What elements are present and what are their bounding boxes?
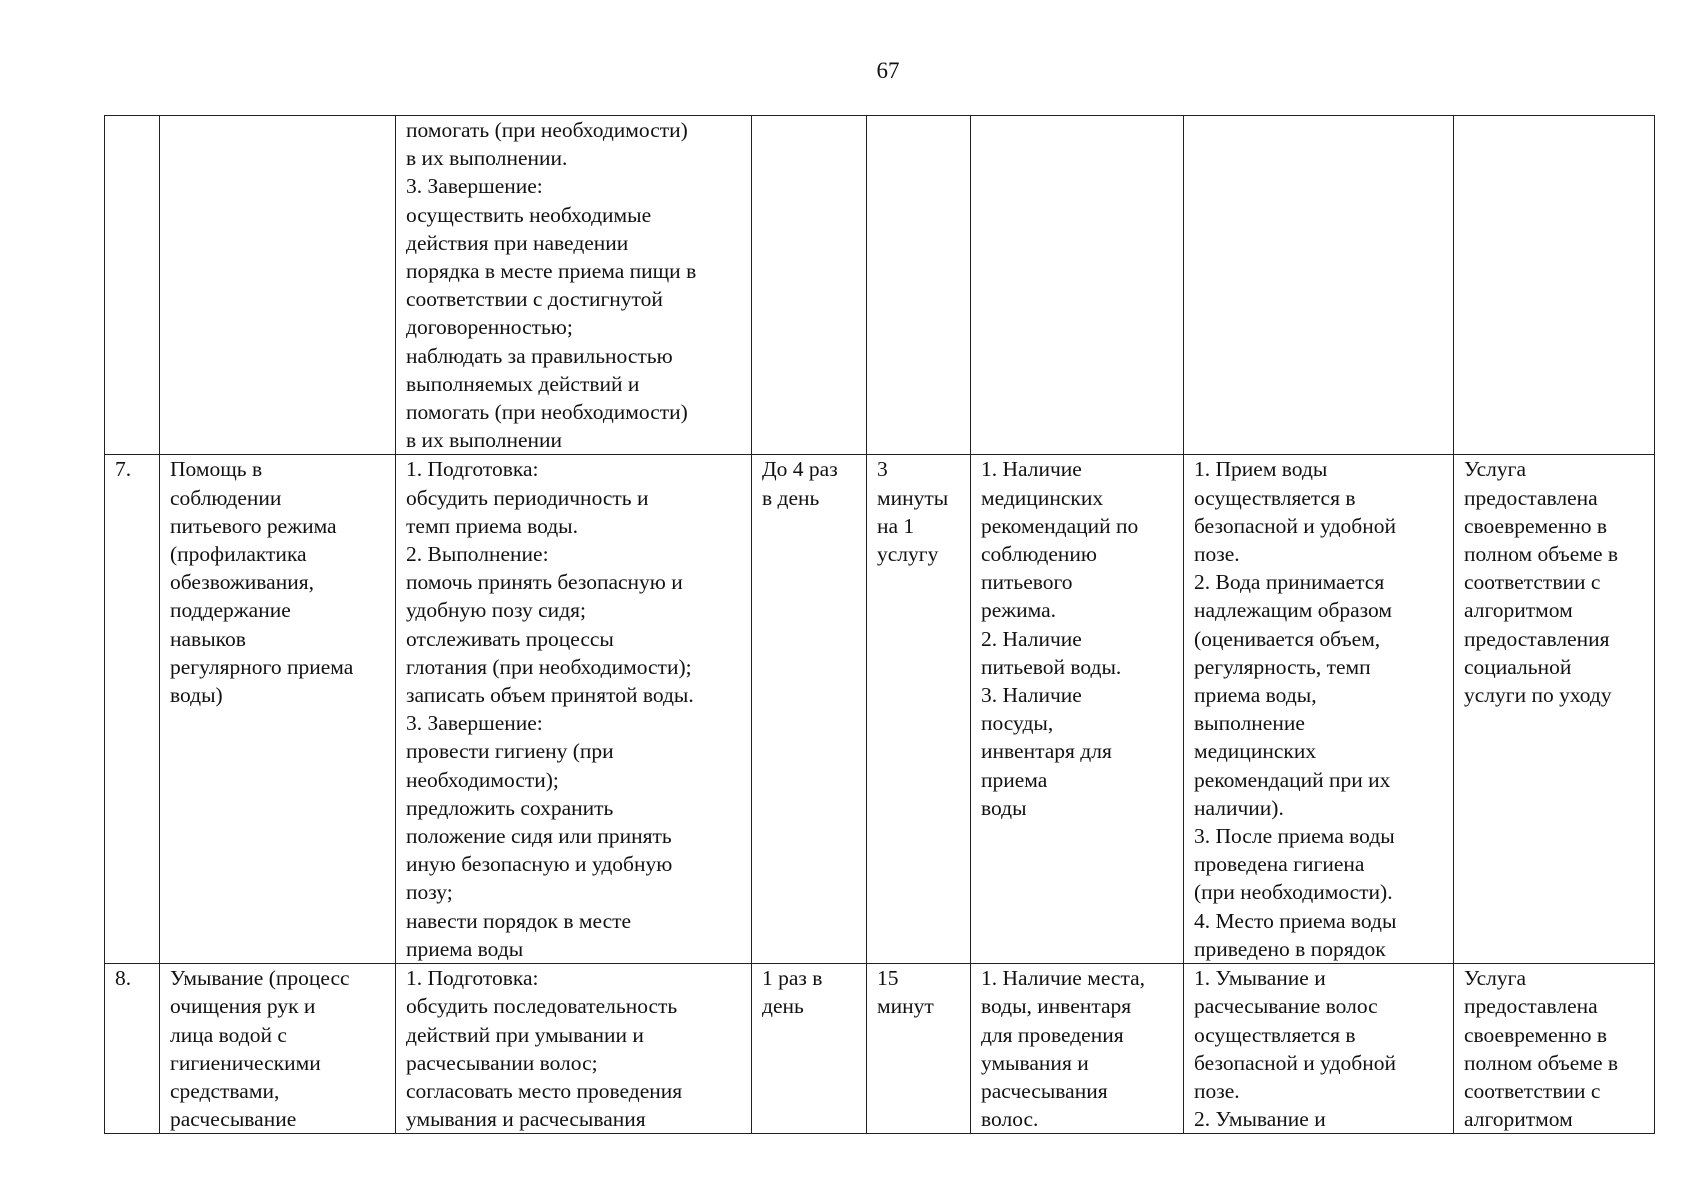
cell-result: Услуга предоставлена своевременно в полном объеме в соответствии с алгоритмом предоставления социальной услуги по уходу	[1454, 455, 1655, 964]
table-row	[105, 964, 1655, 1134]
cell-frequency: До 4 раз в день	[752, 455, 867, 964]
cell-quality	[1184, 116, 1454, 455]
table-row	[105, 455, 1655, 964]
cell-result: Услуга предоставлена своевременно в полном объеме в соответствии с алгоритмом	[1454, 964, 1655, 1134]
cell-quality: 1. Умывание и расчесывание волос осуществляется в безопасной и удобной позе. 2. Умывание и	[1184, 964, 1454, 1134]
cell-conditions: 1. Наличие места, воды, инвентаря для проведения умывания и расчесывания волос.	[971, 964, 1184, 1134]
services-table	[104, 115, 1655, 1134]
table-row	[105, 116, 1655, 455]
cell-actions: 1. Подготовка: обсудить последовательность действий при умывании и расчесывании волос; согласовать место проведения умывания и расчесывания	[396, 964, 752, 1134]
cell-number: 7.	[105, 455, 160, 964]
cell-number: 8.	[105, 964, 160, 1134]
page-number: 67	[876, 58, 900, 83]
cell-service-name: Помощь в соблюдении питьевого режима (профилактика обезвоживания, поддержание навыков регулярного приема воды)	[160, 455, 396, 964]
cell-result	[1454, 116, 1655, 455]
cell-actions: 1. Подготовка: обсудить периодичность и темп приема воды. 2. Выполнение: помочь принять безопасную и удобную позу сидя; отслеживать процессы глотания (при необходимости); записать объем принятой воды. 3. Завершение: провести гигиену (при необходимости); предложить сохранить положение сидя или принять иную безопасную и удобную позу; навести порядок в месте приема воды	[396, 455, 752, 964]
cell-quality: 1. Прием воды осуществляется в безопасной и удобной позе. 2. Вода принимается надлежащим образом (оценивается объем, регулярность, темп приема воды, выполнение медицинских рекомендаций при их наличии). 3. После приема воды проведена гигиена (при необходимости). 4. Место приема воды приведено в порядок	[1184, 455, 1454, 964]
cell-time	[867, 116, 971, 455]
cell-service-name	[160, 116, 396, 455]
cell-conditions: 1. Наличие медицинских рекомендаций по соблюдению питьевого режима. 2. Наличие питьевой воды. 3. Наличие посуды, инвентаря для приема воды	[971, 455, 1184, 964]
cell-frequency: 1 раз в день	[752, 964, 867, 1134]
cell-conditions	[971, 116, 1184, 455]
cell-number	[105, 116, 160, 455]
cell-time: 15 минут	[867, 964, 971, 1134]
cell-actions: помогать (при необходимости) в их выполнении. 3. Завершение: осуществить необходимые действия при наведении порядка в месте приема пищи в соответствии с достигнутой договоренностью; наблюдать за правильностью выполняемых действий и помогать (при необходимости) в их выполнении	[396, 116, 752, 455]
cell-service-name: Умывание (процесс очищения рук и лица водой с гигиеническими средствами, расчесывание	[160, 964, 396, 1134]
cell-frequency	[752, 116, 867, 455]
cell-time: 3 минуты на 1 услугу	[867, 455, 971, 964]
